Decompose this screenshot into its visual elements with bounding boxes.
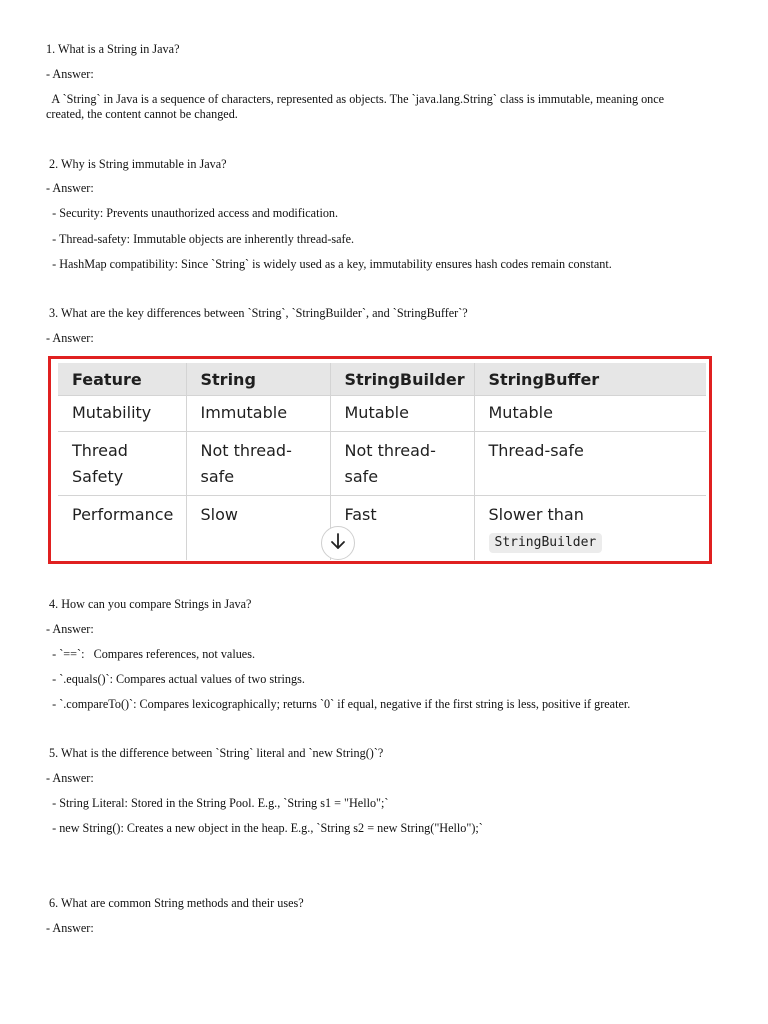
answer-1-line-2: created, the content cannot be changed. (46, 107, 238, 121)
table-row (58, 496, 706, 560)
answer-2-point: - HashMap compatibility: Since `String` is widely used as a key, immutability ensures hash codes remain constant. (46, 257, 612, 271)
table-cell: Mutable (474, 396, 706, 432)
answer-5-point: - new String(): Creates a new object in the heap. E.g., `String s2 = new String("Hello");` (46, 821, 483, 835)
answer-2-point: - Security: Prevents unauthorized access and modification. (46, 206, 339, 220)
comparison-table (58, 363, 706, 560)
table-cell: Mutability (58, 396, 186, 432)
table-row (58, 396, 706, 432)
table-cell: Not thread- safe (330, 432, 474, 496)
answer-label-5: - Answer: (46, 771, 94, 785)
table-header-cell: Feature (58, 363, 186, 396)
arrow-down-icon (330, 532, 346, 555)
table-cell: Immutable (186, 396, 330, 432)
answer-label-6: - Answer: (46, 921, 94, 935)
answer-label-4: - Answer: (46, 622, 94, 636)
question-5: 5. What is the difference between `String` literal and `new String()`? (46, 746, 384, 760)
answer-2-point: - Thread-safety: Immutable objects are inherently thread-safe. (46, 232, 355, 246)
table-cell-text: Slower than (488, 505, 584, 524)
question-1: 1. What is a String in Java? (46, 42, 180, 56)
scroll-down-button (321, 526, 355, 560)
table-header-cell: StringBuilder (330, 363, 474, 396)
answer-4-point: - `.compareTo()`: Compares lexicographically; returns `0` if equal, negative if the first string is less, positive if greater. (46, 697, 631, 711)
answer-label-2: - Answer: (46, 181, 94, 195)
table-header-cell: StringBuffer (474, 363, 706, 396)
answer-4-point: - `==`: Compares references, not values. (46, 647, 256, 661)
table-header-row (58, 363, 706, 396)
table-cell (474, 496, 706, 560)
comparison-table-container (58, 363, 706, 557)
answer-label-1: - Answer: (46, 67, 94, 81)
table-header-cell: String (186, 363, 330, 396)
table-row (58, 432, 706, 496)
question-4: 4. How can you compare Strings in Java? (46, 597, 252, 611)
table-cell: Not thread- safe (186, 432, 330, 496)
table-cell: Thread-safe (474, 432, 706, 496)
table-cell: Slow (186, 496, 330, 560)
question-6: 6. What are common String methods and their uses? (46, 896, 304, 910)
comparison-table-image (48, 356, 712, 564)
answer-5-point: - String Literal: Stored in the String Pool. E.g., `String s1 = "Hello";` (46, 796, 389, 810)
code-chip: StringBuilder (489, 533, 603, 553)
table-cell: Performance (58, 496, 186, 560)
answer-4-point: - `.equals()`: Compares actual values of two strings. (46, 672, 305, 686)
question-2: 2. Why is String immutable in Java? (46, 157, 227, 171)
table-cell: Thread Safety (58, 432, 186, 496)
table-cell: Fast (330, 496, 474, 560)
answer-1-line-1: A `String` in Java is a sequence of characters, represented as objects. The `java.lang.String` class is immutable, meaning once (46, 92, 665, 106)
table-cell: Mutable (330, 396, 474, 432)
question-3: 3. What are the key differences between `String`, `StringBuilder`, and `StringBuffer`? (46, 306, 468, 320)
answer-label-3: - Answer: (46, 331, 94, 345)
